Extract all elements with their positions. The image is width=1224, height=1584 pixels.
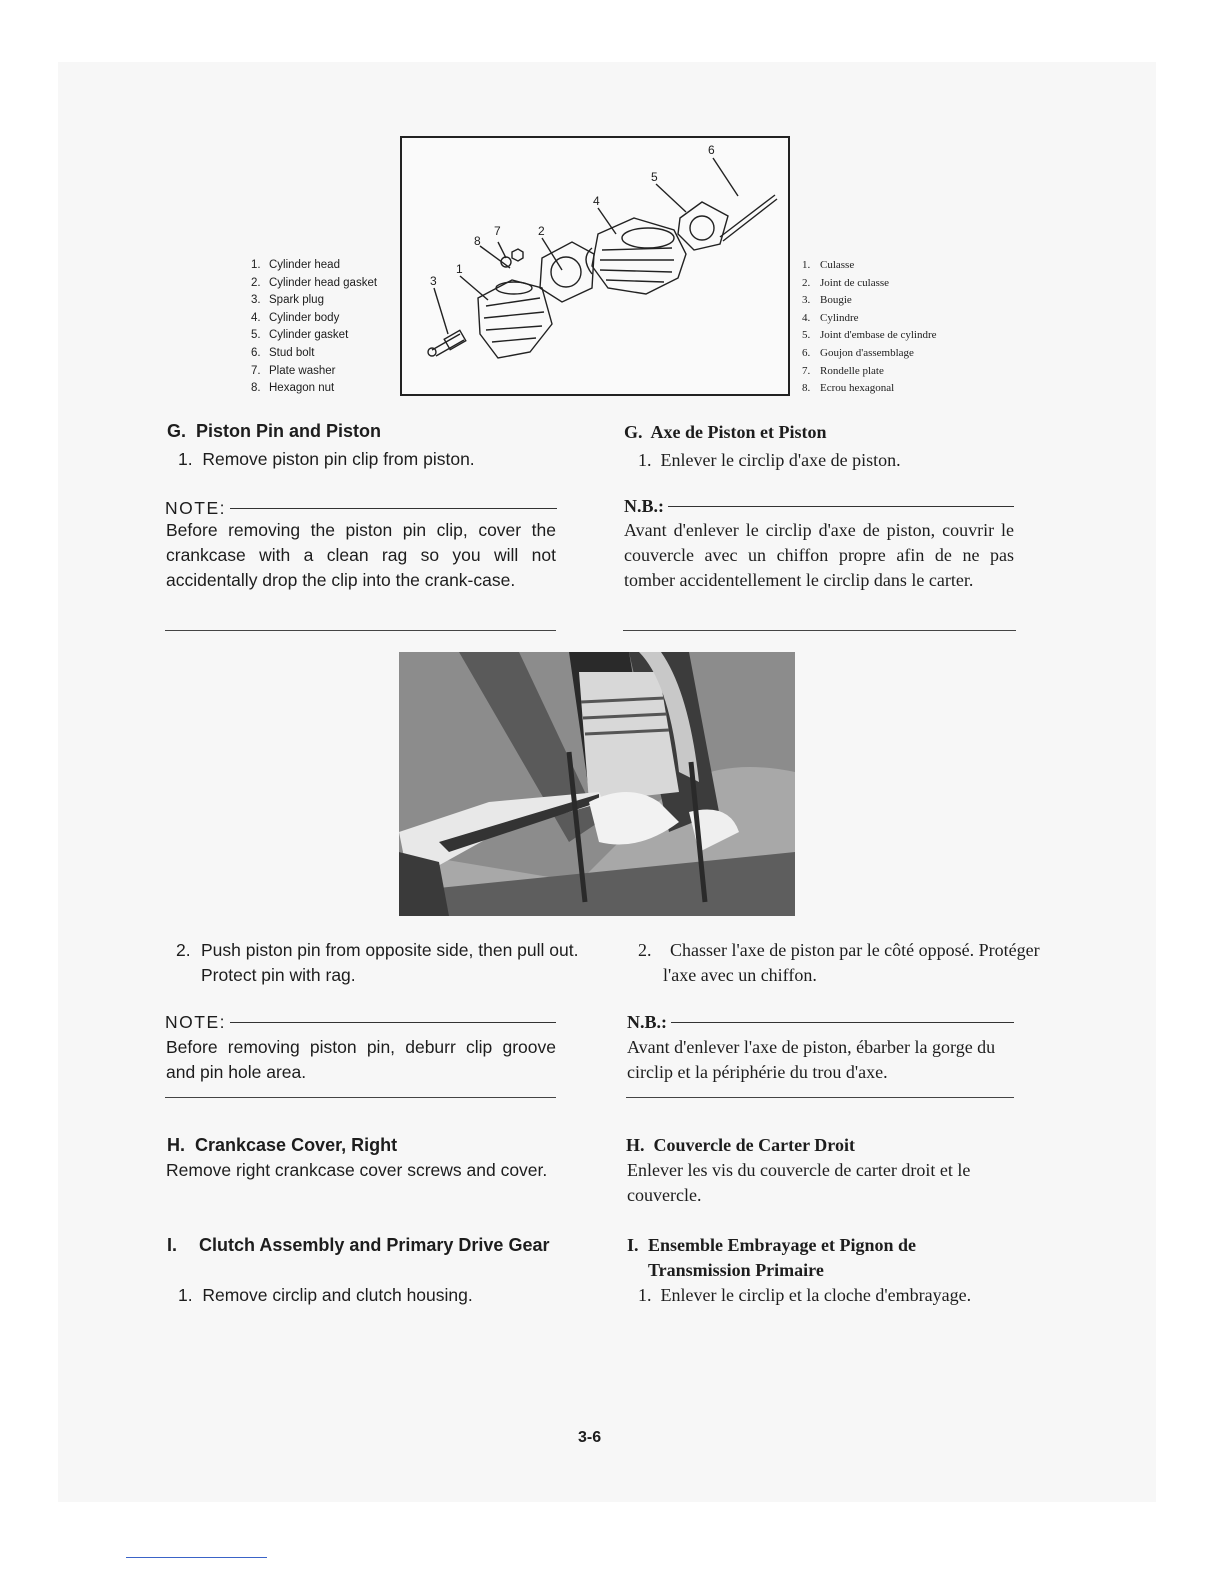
- section-i-step1-fr: 1. Enlever le circlip et la cloche d'embrayage.: [638, 1285, 972, 1305]
- section-g-step1-en: 1. Remove piston pin clip from piston.: [178, 449, 475, 469]
- section-h-heading-en: H. Crankcase Cover, Right: [167, 1135, 398, 1155]
- photo-drawing: [399, 652, 795, 916]
- legend-en-item: 8. Hexagon nut: [251, 382, 335, 395]
- step2-text: Push piston pin from opposite side, then pull out. Protect pin with rag.: [201, 940, 579, 985]
- legend-fr-item: 3. Bougie: [802, 294, 852, 307]
- section-letter: I.: [627, 1235, 639, 1255]
- note-label-fr: [627, 1010, 1014, 1035]
- callout-3: 3: [430, 274, 437, 288]
- section-h-text-fr: Enlever les vis du couvercle de carter droit et le couvercle.: [627, 1160, 971, 1205]
- section-g-heading-en: G. Piston Pin and Piston: [167, 421, 382, 441]
- callout-8: 8: [474, 234, 481, 248]
- section-i-heading-fr: [627, 1233, 927, 1283]
- legend-en-item: 1. Cylinder head: [251, 259, 340, 271]
- step2-number: 2.: [638, 940, 652, 960]
- callout-6: 6: [708, 143, 715, 157]
- piston-clip-removal-photo: [399, 652, 795, 916]
- divider: [623, 630, 1016, 631]
- legend-fr-item: 4. Cylindre: [802, 311, 859, 324]
- legend-en-item: 7. Plate washer: [251, 364, 336, 377]
- section-i-step1-en: 1. Remove circlip and clutch housing.: [178, 1285, 473, 1305]
- legend-fr-item: 2. Joint de culasse: [802, 276, 890, 289]
- note-label-text: N.B.:: [624, 496, 664, 516]
- note-label-en: [165, 1010, 556, 1035]
- step2-en: [176, 938, 587, 988]
- divider: [626, 1097, 1014, 1098]
- section-i-heading-en: [167, 1233, 559, 1258]
- section-g-step1-fr: 1. Enlever le circlip d'axe de piston.: [638, 450, 901, 470]
- step2-fr: [638, 938, 1043, 988]
- legend-fr-item: 7. Rondelle plate: [802, 364, 884, 377]
- callout-5: 5: [651, 170, 658, 184]
- legend-en-item: 2. Cylinder head gasket: [251, 276, 378, 289]
- legend-fr-item: 6. Goujon d'assemblage: [802, 346, 914, 359]
- note-text-en: Before removing the piston pin clip, cover the crankcase with a clean rag so you will not accidentally drop the clip into the crank-case.: [166, 520, 556, 590]
- section-i-heading-text: Ensemble Embrayage et Pignon de Transmission Primaire: [648, 1235, 916, 1280]
- cylinder-head-shape: [478, 280, 552, 358]
- note-label-text: NOTE:: [165, 1012, 226, 1032]
- legend-en-item: 3. Spark plug: [251, 294, 324, 307]
- section-h-text-en: Remove right crankcase cover screws and cover.: [166, 1160, 548, 1180]
- legend-fr-item: 1. Culasse: [802, 259, 855, 271]
- note-text-fr: Avant d'enlever le circlip d'axe de piston, couvrir le couvercle avec un chiffon propre afin de ne pas tomber accidentellement le circlip dans le carter.: [624, 520, 1014, 590]
- cylinder-body-shape: [592, 218, 686, 294]
- divider: [165, 630, 556, 631]
- legend-en-item: 6. Stud bolt: [251, 346, 315, 359]
- hexagon-nut-shape: [512, 249, 523, 261]
- section-i-heading-text: Clutch Assembly and Primary Drive Gear: [199, 1235, 550, 1255]
- note-text-fr: Avant d'enlever l'axe de piston, ébarber la gorge du circlip et la périphérie du trou d'axe.: [627, 1037, 996, 1082]
- head-gasket-shape: [540, 242, 594, 302]
- cylinder-exploded-diagram: [400, 136, 790, 396]
- callout-2: 2: [538, 224, 545, 238]
- step2-text: Chasser l'axe de piston par le côté opposé. Protéger l'axe avec un chiffon.: [663, 940, 1040, 985]
- note-label-text: NOTE:: [165, 498, 226, 518]
- section-h-heading-fr: H. Couvercle de Carter Droit: [626, 1135, 855, 1155]
- legend-fr-item: 5. Joint d'embase de cylindre: [802, 329, 937, 342]
- divider: [165, 1097, 556, 1098]
- callout-1: 1: [456, 262, 463, 276]
- callout-4: 4: [593, 194, 600, 208]
- note-label-text: N.B.:: [627, 1012, 667, 1032]
- note-text-en: Before removing piston pin, deburr clip groove and pin hole area.: [166, 1037, 556, 1082]
- callout-7: 7: [494, 224, 501, 238]
- legend-en-item: 5. Cylinder gasket: [251, 329, 349, 342]
- note-label-fr: [624, 494, 1014, 519]
- legend-en: [251, 257, 399, 398]
- page-number: 3-6: [578, 1429, 602, 1446]
- section-g-heading-fr: G. Axe de Piston et Piston: [624, 422, 827, 442]
- legend-en-item: 4. Cylinder body: [251, 311, 340, 324]
- cylinder-gasket-shape: [678, 202, 728, 250]
- step2-number: 2.: [176, 940, 191, 960]
- bottom-link-underline: [126, 1557, 267, 1558]
- legend-fr-item: 8. Ecrou hexagonal: [802, 382, 895, 395]
- section-letter: I.: [167, 1235, 178, 1255]
- legend-fr: [802, 257, 992, 398]
